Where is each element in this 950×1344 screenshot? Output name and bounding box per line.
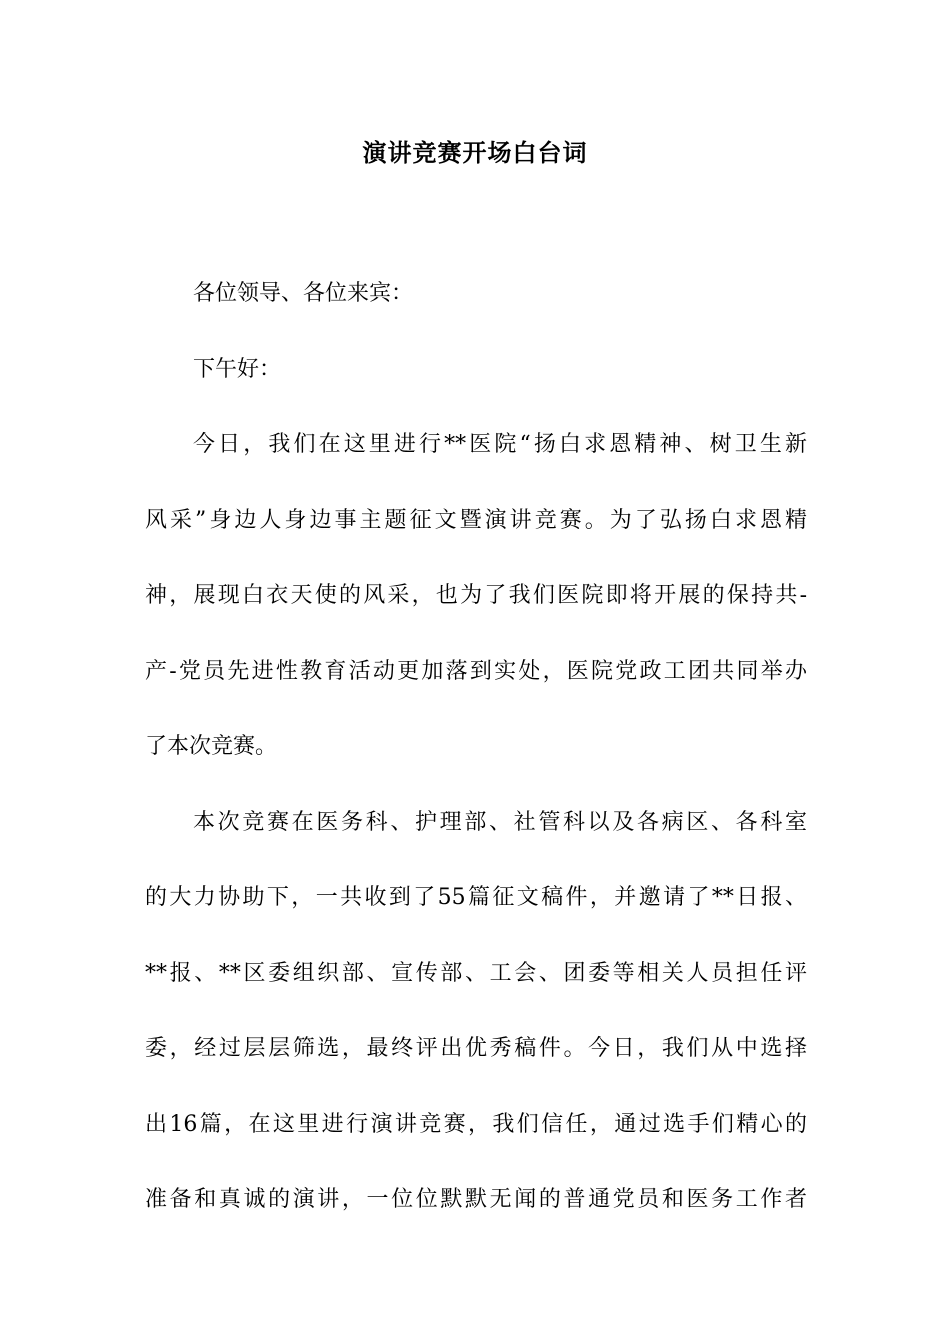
document-body xyxy=(145,256,807,1238)
paragraph-line: 准备和真诚的演讲，一位位默默无闻的普通党员和医务工作者 xyxy=(145,1187,807,1212)
paragraph-line: 产-党员先进性教育活动更加落到实处，医院党政工团共同举办 xyxy=(145,658,807,684)
paragraph-line: **报、**区委组织部、宣传部、工会、团委等相关人员担任评 xyxy=(145,960,807,986)
paragraph-line: 神，展现白衣天使的风采，也为了我们医院即将开展的保持共- xyxy=(145,583,807,608)
intro-paragraph xyxy=(145,407,807,785)
greeting-paragraph xyxy=(145,332,807,408)
paragraph-line: 下午好： xyxy=(193,356,282,382)
paragraph-line: 风采”身边人身边事主题征文暨演讲竞赛。为了弘扬白求恩精 xyxy=(145,507,807,533)
salutation-paragraph xyxy=(145,256,807,332)
paragraph-line: 今日，我们在这里进行**医院“扬白求恩精神、树卫生新 xyxy=(193,432,807,457)
paragraph-line: 本次竞赛在医务科、护理部、社管科以及各病区、各科室 xyxy=(193,809,807,835)
paragraph-line: 的大力协助下，一共收到了55篇征文稿件，并邀请了**日报、 xyxy=(145,885,807,910)
paragraph-line: 各位领导、各位来宾： xyxy=(193,281,414,306)
paragraph-line: 委，经过层层筛选，最终评出优秀稿件。今日，我们从中选择 xyxy=(145,1036,807,1061)
competition-paragraph xyxy=(145,785,807,1238)
document-title: 演讲竞赛开场白台词 xyxy=(362,138,588,167)
paragraph-line: 出16篇，在这里进行演讲竞赛，我们信任，通过选手们精心的 xyxy=(145,1111,807,1137)
paragraph-line: 了本次竞赛。 xyxy=(145,734,278,759)
